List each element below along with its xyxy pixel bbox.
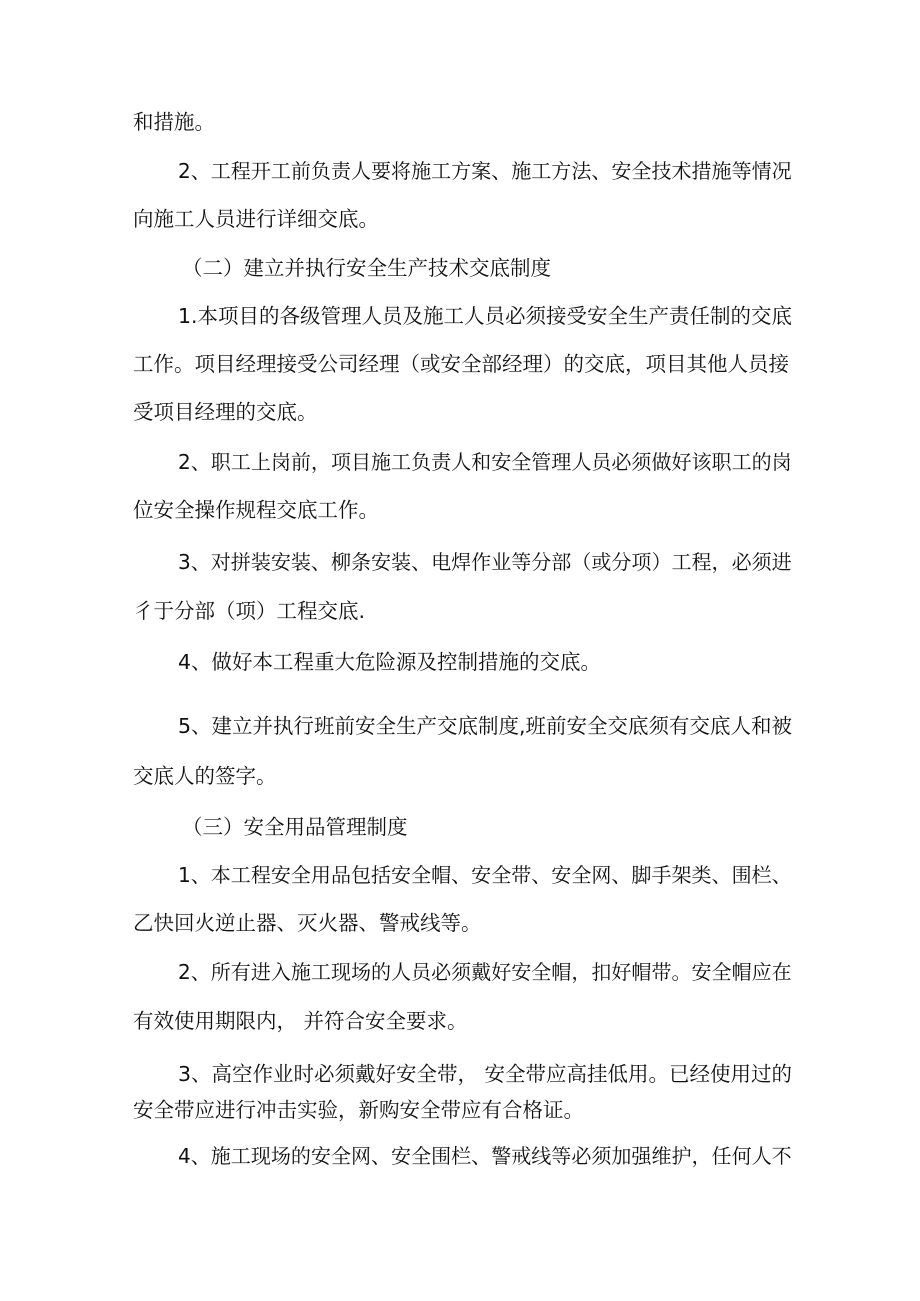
text-line: 受项目经理的交底。 [133,400,318,424]
text-line: 4、做好本工程重大危险源及控制措施的交底。 [178,650,602,674]
text-line: 2、工程开工前负责人要将施工方案、施工方法、安全技术措施等情况 [178,159,792,183]
text-line: 1.本项目的各级管理人员及施工人员必须接受安全生产责任制的交底 [178,304,793,328]
text-line: 彳于分部（项）工程交底. [133,599,366,623]
text-line: 5、建立并执行班前安全生产交底制度,班前安全交底须有交底人和被 [178,714,793,738]
text-line: 交底人的签字。 [133,764,277,788]
text-line: 2、职工上岗前，项目施工负责人和安全管理人员必须做好该职工的岗 [178,450,792,474]
text-line: 4、施工现场的安全网、安全围栏、警戒线等必须加强维护，任何人不 [178,1144,792,1168]
text-line: 向施工人员进行详细交底。 [133,207,379,231]
text-line: 2、所有进入施工现场的人员必须戴好安全帽，扣好帽带。安全帽应在 [178,960,792,984]
text-line: 1、本工程安全用品包括安全帽、安全带、安全网、脚手架类、围栏、 [178,863,792,887]
text-line: 安全带应进行冲击实验，新购安全带应有合格证。 [133,1098,584,1122]
text-line: 位安全操作规程交底工作。 [133,498,379,522]
section-heading: （三）安全用品管理制度 [182,815,408,839]
text-line: 乙快回火逆止器、灭火器、警戒线等。 [133,911,482,935]
text-line: 3、高空作业时必须戴好安全带， 安全带应高挂低用。已经使用过的 [178,1062,793,1086]
text-line: 3、对拼装安装、柳条安装、电焊作业等分部（或分项）工程，必须进 [178,550,792,574]
text-line: 工作。项目经理接受公司经理（或安全部经理）的交底，项目其他人员接 [133,352,789,376]
text-line: 有效使用期限内， 并符合安全要求。 [133,1009,468,1033]
section-heading: （二）建立并执行安全生产技术交底制度 [182,256,551,280]
text-line: 和措施。 [133,110,215,134]
